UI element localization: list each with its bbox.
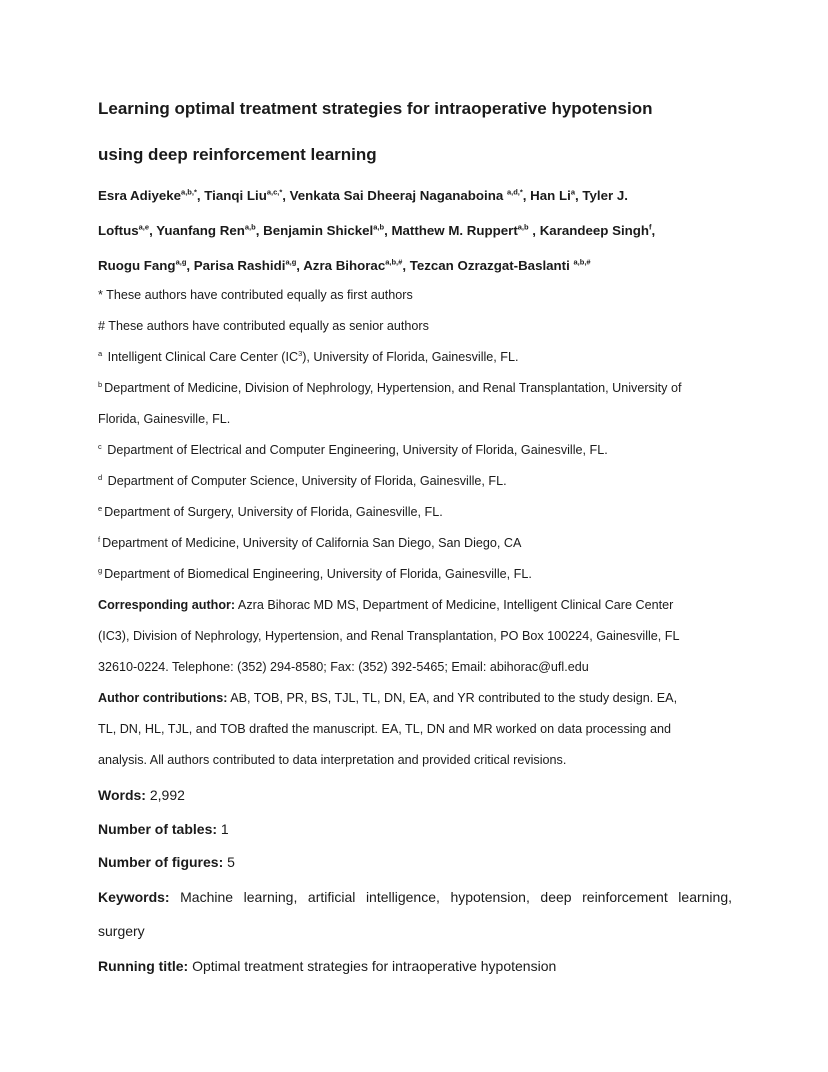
affiliation-marker: c — [98, 441, 102, 451]
author-contributions-label: Author contributions: — [98, 691, 228, 705]
word-count-value: 2,992 — [145, 787, 185, 803]
affiliation-c — [98, 435, 738, 466]
keywords-text: Machine learning, artificial intelligence, hypotension, deep reinforcement learning, — [169, 889, 732, 905]
author-name: , Parisa Rashidi — [186, 258, 286, 273]
table-count-value: 1 — [217, 821, 229, 837]
corresponding-author-line-2: (IC3), Division of Nephrology, Hypertension, and Renal Transplantation, PO Box 100224, Gainesville, FL — [98, 629, 680, 643]
affiliation-text: Department of Medicine, Division of Nephrology, Hypertension, and Renal Transplantation, University of — [104, 381, 682, 395]
affiliation-marker: b — [98, 379, 103, 389]
word-count — [98, 785, 738, 805]
author-name: Loftus — [98, 223, 139, 238]
affiliation-b-cont: Florida, Gainesville, FL. — [98, 412, 231, 426]
author-affiliation-marker: f — [649, 222, 652, 232]
affiliations-block — [98, 280, 738, 776]
table-count — [98, 819, 738, 839]
keywords — [98, 880, 732, 948]
author-affiliation-marker: a,b,# — [385, 257, 403, 267]
author-name: , Benjamin Shickel — [255, 223, 374, 238]
affiliation-marker: d — [98, 472, 103, 482]
affiliation-text: Department of Electrical and Computer Engineering, University of Florida, Gainesville, FL. — [103, 443, 608, 457]
author-name: , Karandeep Singh — [528, 223, 650, 238]
corresponding-author-label: Corresponding author: — [98, 598, 236, 612]
affiliation-a — [98, 342, 738, 373]
author-affiliation-marker: a,b,# — [573, 257, 591, 267]
affiliation-b — [98, 373, 738, 404]
affiliation-e — [98, 497, 738, 528]
word-count-label: Words: — [98, 787, 146, 803]
author-line-1 — [98, 178, 738, 213]
author-name: , Matthew M. Ruppert — [384, 223, 518, 238]
affiliation-marker: g — [98, 565, 103, 575]
author-affiliation-marker: a,b — [244, 222, 256, 232]
author-name: , Tezcan Ozrazgat-Baslanti — [402, 258, 574, 273]
title-line-1: Learning optimal treatment strategies for intraoperative hypotension — [98, 99, 653, 118]
keywords-line-2: surgery — [98, 923, 145, 939]
equal-senior-note: # These authors have contributed equally as senior authors — [98, 319, 429, 333]
affiliation-marker: a — [98, 348, 103, 358]
affiliation-g — [98, 559, 738, 590]
author-affiliation-marker: a,g — [285, 257, 297, 267]
author-contributions-line-3: analysis. All authors contributed to data interpretation and provided critical revisions. — [98, 753, 567, 767]
corresponding-author-text: Azra Bihorac MD MS, Department of Medicine, Intelligent Clinical Care Center — [235, 598, 674, 612]
corresponding-author-line-3: 32610-0224. Telephone: (352) 294-8580; Fax: (352) 392-5465; Email: abihorac@ufl.edu — [98, 660, 589, 674]
author-separator: , — [651, 223, 656, 238]
author-name: , Yuanfang Ren — [149, 223, 245, 238]
affiliation-superscript: 3 — [298, 348, 303, 358]
author-affiliation-marker: a,c,* — [266, 187, 283, 197]
figure-count-value: 5 — [223, 854, 235, 870]
author-name: Esra Adiyeke — [98, 188, 182, 203]
author-affiliation-marker: a,b — [517, 222, 529, 232]
affiliation-text: ), University of Florida, Gainesville, FL. — [302, 350, 519, 364]
author-name: , Tyler J. — [574, 188, 628, 203]
title-line-2: using deep reinforcement learning — [98, 145, 377, 164]
author-affiliation-marker: a,b — [373, 222, 385, 232]
affiliation-marker: e — [98, 503, 103, 513]
running-title-text: Optimal treatment strategies for intraoperative hypotension — [188, 958, 557, 974]
author-name: , Tianqi Liu — [196, 188, 267, 203]
affiliation-text: Intelligent Clinical Care Center (IC — [104, 350, 299, 364]
author-name: , Han Li — [522, 188, 571, 203]
affiliation-text: Department of Medicine, University of California San Diego, San Diego, CA — [102, 536, 522, 550]
paper-title — [98, 86, 758, 178]
author-affiliation-marker: a,g — [175, 257, 187, 267]
author-name: , Venkata Sai Dheeraj Naganaboina — [282, 188, 507, 203]
affiliation-text: Department of Surgery, University of Florida, Gainesville, FL. — [104, 505, 443, 519]
author-line-2 — [98, 213, 738, 248]
author-affiliation-marker: a,e — [138, 222, 150, 232]
author-line-3 — [98, 248, 738, 283]
author-contributions — [98, 683, 738, 714]
affiliation-marker: f — [98, 534, 101, 544]
running-title-label: Running title: — [98, 958, 189, 974]
author-name: , Azra Bihorac — [296, 258, 386, 273]
affiliation-f — [98, 528, 738, 559]
figure-count-label: Number of figures: — [98, 854, 224, 870]
running-title — [98, 956, 738, 976]
keywords-label: Keywords: — [98, 889, 170, 905]
affiliation-text: Department of Computer Science, University of Florida, Gainesville, FL. — [104, 474, 507, 488]
author-contributions-text: AB, TOB, PR, BS, TJL, TL, DN, EA, and YR contributed to the study design. EA, — [227, 691, 678, 705]
author-affiliation-marker: a,d,* — [506, 187, 523, 197]
affiliation-d — [98, 466, 738, 497]
author-name: Ruogu Fang — [98, 258, 176, 273]
keywords-line-1 — [98, 880, 732, 914]
corresponding-author — [98, 590, 738, 621]
equal-first-note: * These authors have contributed equally as first authors — [98, 288, 413, 302]
figure-count — [98, 852, 738, 872]
author-affiliation-marker: a — [570, 187, 575, 197]
author-affiliation-marker: a,b,* — [181, 187, 197, 197]
affiliation-text: Department of Biomedical Engineering, University of Florida, Gainesville, FL. — [104, 567, 532, 581]
author-list — [98, 178, 738, 283]
author-contributions-line-2: TL, DN, HL, TJL, and TOB drafted the manuscript. EA, TL, DN and MR worked on data processing and — [98, 722, 672, 736]
table-count-label: Number of tables: — [98, 821, 218, 837]
